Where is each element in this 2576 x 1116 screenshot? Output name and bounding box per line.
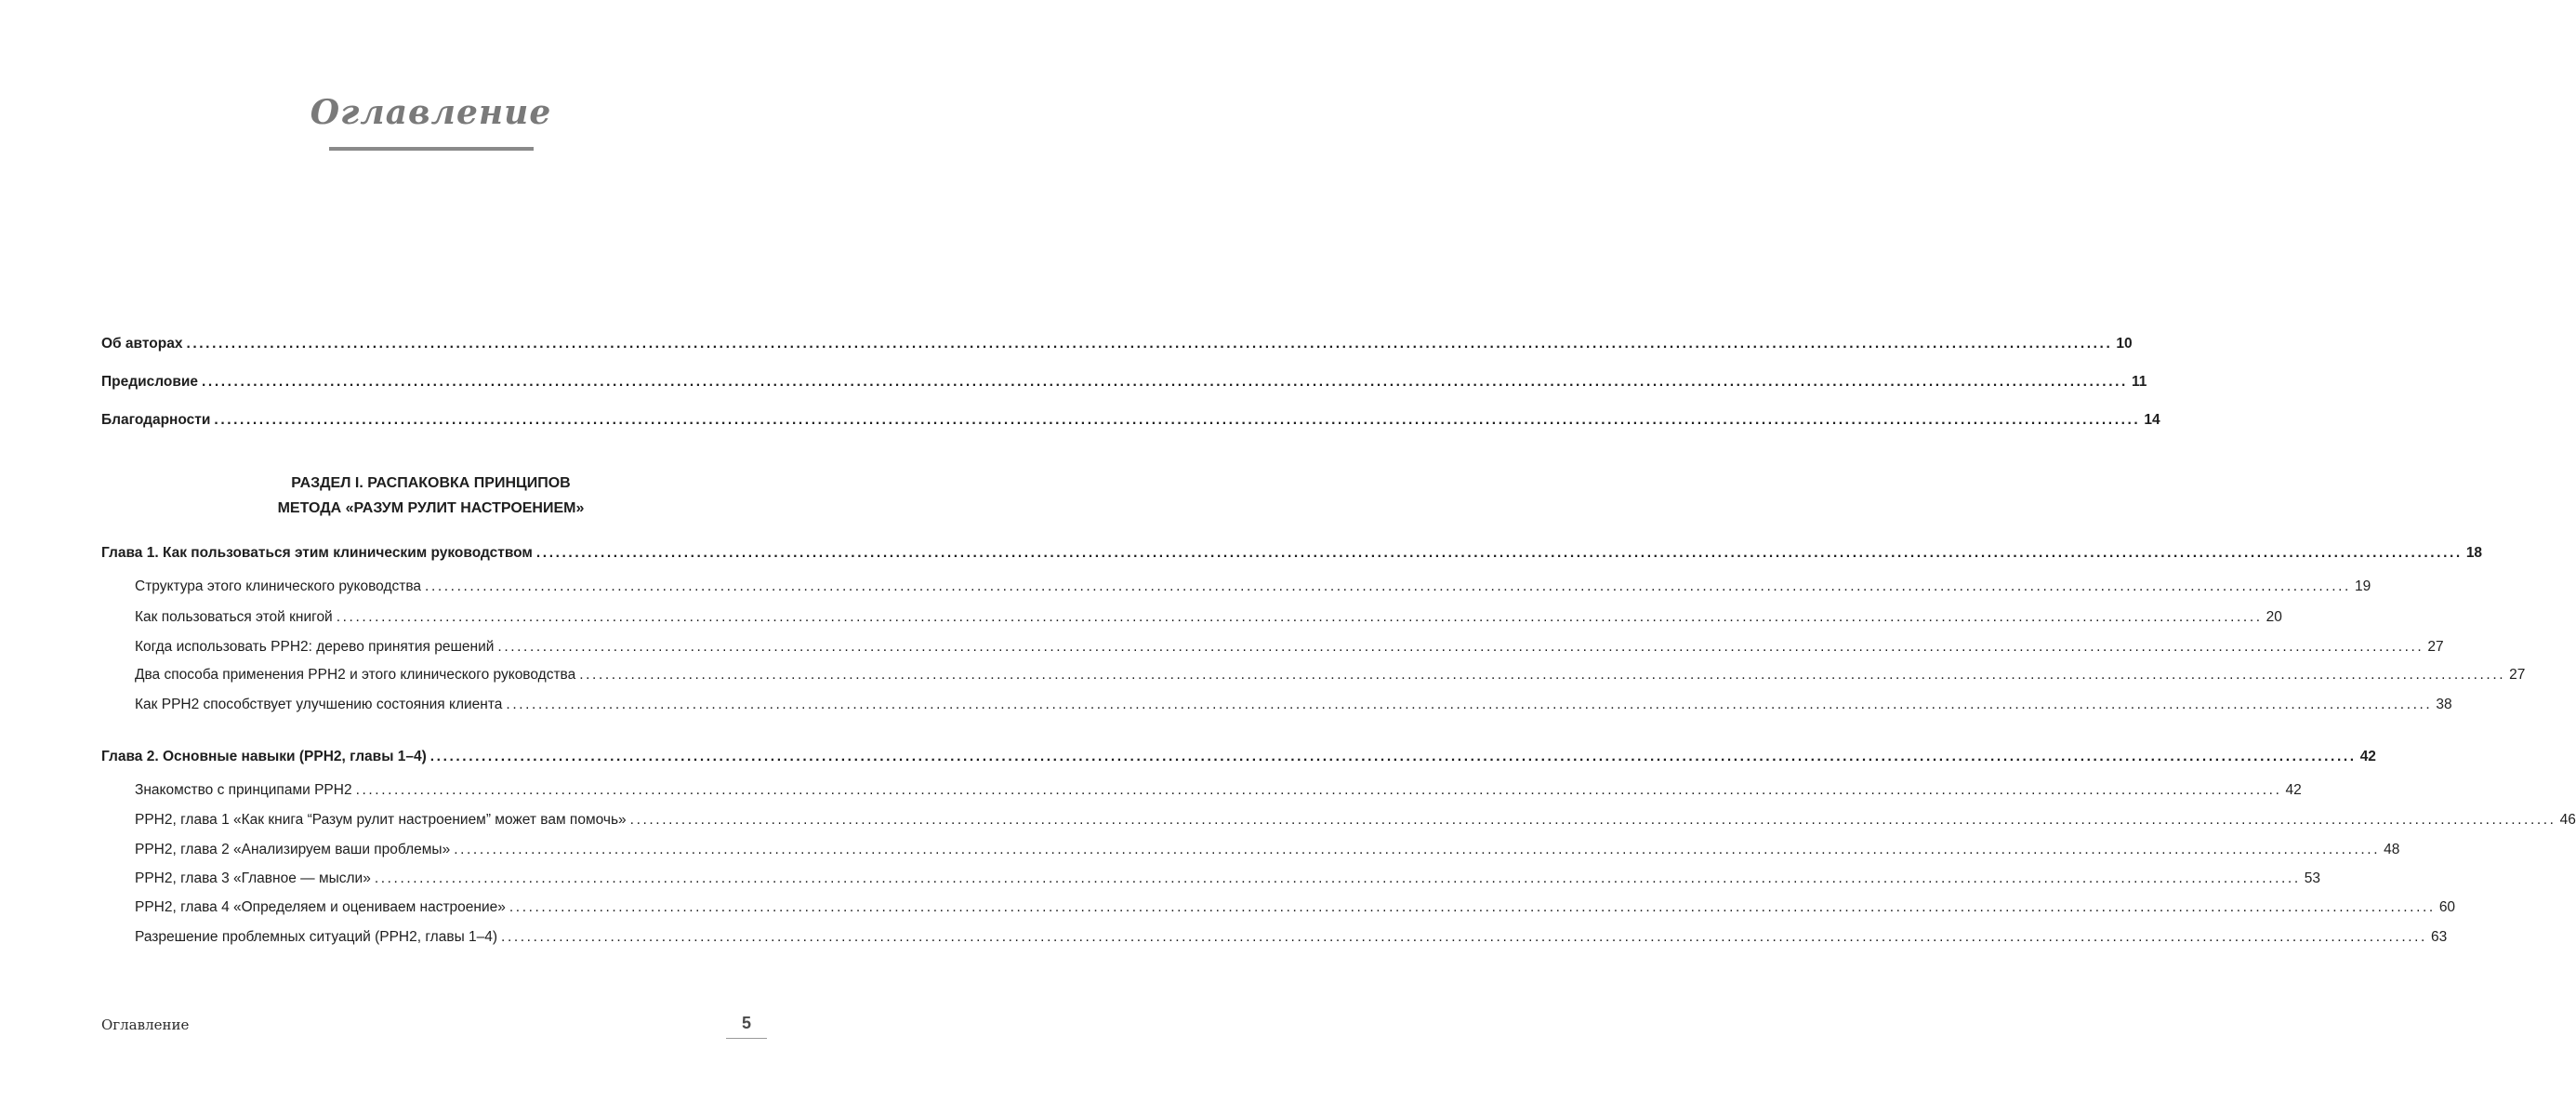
toc-subentry-label: РРН2, глава 3 «Главное — мысли» bbox=[135, 870, 371, 886]
page-number-rule bbox=[726, 1038, 767, 1039]
title-underline bbox=[329, 147, 534, 151]
toc-subentry[interactable] bbox=[135, 781, 2302, 800]
toc-chapter-label: Глава 1. Как пользоваться этим клиническим руководством bbox=[101, 545, 533, 561]
dot-leader: ............................................................................................................................................................................................................................................................................................................ bbox=[186, 336, 2113, 352]
toc-subentry-label: Знакомство с принципами РРН2 bbox=[135, 782, 352, 798]
dot-leader: ............................................................................................................................................................................................................................................................................................................ bbox=[202, 374, 2128, 390]
toc-entry-page: 10 bbox=[2116, 336, 2133, 352]
page-number: 5 bbox=[741, 1014, 751, 1032]
toc-subentry[interactable] bbox=[135, 811, 2576, 830]
section-heading bbox=[0, 471, 862, 521]
toc-subentry-label: РРН2, глава 2 «Анализируем ваши проблемы» bbox=[135, 842, 451, 857]
toc-subentry[interactable] bbox=[135, 638, 2444, 657]
toc-subentry-label: Как пользоваться этой книгой bbox=[135, 609, 333, 625]
toc-subentry-label: РРН2, глава 1 «Как книга “Разум рулит настроением” может вам помочь» bbox=[135, 812, 627, 828]
dot-leader: ............................................................................................................................................................................................................................................................................................................ bbox=[501, 929, 2427, 945]
toc-subentry-page: 63 bbox=[2430, 929, 2448, 945]
toc-subentry[interactable] bbox=[135, 841, 2400, 859]
dot-leader: ............................................................................................................................................................................................................................................................................................................ bbox=[509, 899, 2436, 915]
toc-chapter-page: 18 bbox=[2465, 545, 2483, 561]
toc-entry[interactable] bbox=[101, 411, 2160, 430]
toc-chapter[interactable] bbox=[101, 544, 2483, 563]
toc-subentry-label: Когда использовать РРН2: дерево принятия решений bbox=[135, 639, 495, 655]
toc-subentry-page: 19 bbox=[2354, 578, 2371, 594]
dot-leader: ............................................................................................................................................................................................................................................................................................................ bbox=[214, 412, 2141, 428]
toc-subentry[interactable] bbox=[135, 928, 2448, 947]
dot-leader: ............................................................................................................................................................................................................................................................................................................ bbox=[374, 870, 2301, 886]
toc-entry-label: Благодарности bbox=[101, 412, 211, 428]
toc-entry-page: 14 bbox=[2144, 412, 2160, 428]
dot-leader: ............................................................................................................................................................................................................................................................................................................ bbox=[497, 639, 2424, 655]
dot-leader: ............................................................................................................................................................................................................................................................................................................ bbox=[429, 749, 2357, 764]
toc-chapter-page: 42 bbox=[2359, 749, 2376, 764]
dot-leader: ............................................................................................................................................................................................................................................................................................................ bbox=[336, 609, 2263, 625]
section-heading-line2: МЕТОДА «РАЗУМ РУЛИТ НАСТРОЕНИЕМ» bbox=[277, 500, 585, 516]
toc-subentry-page: 42 bbox=[2285, 782, 2302, 798]
toc-subentry[interactable] bbox=[135, 578, 2371, 596]
toc-subentry[interactable] bbox=[135, 898, 2456, 917]
toc-subentry-page: 46 bbox=[2559, 812, 2576, 828]
toc-entry[interactable] bbox=[101, 373, 2147, 392]
toc-subentry-page: 27 bbox=[2509, 667, 2526, 683]
toc-subentry-page: 48 bbox=[2384, 842, 2400, 857]
toc-subentry-label: Два способа применения РРН2 и этого клинического руководства bbox=[135, 667, 576, 683]
toc-subentry-label: Структура этого клинического руководства bbox=[135, 578, 422, 594]
running-footer-title: Оглавление bbox=[101, 1016, 190, 1033]
dot-leader: ............................................................................................................................................................................................................................................................................................................ bbox=[535, 545, 2463, 561]
toc-entry-label: Об авторах bbox=[101, 336, 183, 352]
toc-subentry[interactable] bbox=[135, 608, 2282, 627]
toc-subentry[interactable] bbox=[135, 870, 2320, 888]
dot-leader: ............................................................................................................................................................................................................................................................................................................ bbox=[425, 578, 2351, 594]
dot-leader: ............................................................................................................................................................................................................................................................................................................ bbox=[579, 667, 2506, 683]
dot-leader: ............................................................................................................................................................................................................................................................................................................ bbox=[454, 842, 2381, 857]
toc-chapter[interactable] bbox=[101, 748, 2376, 766]
toc-subentry[interactable] bbox=[135, 666, 2526, 684]
toc-subentry-page: 38 bbox=[2436, 697, 2452, 712]
toc-chapter-label: Глава 2. Основные навыки (РРН2, главы 1–4) bbox=[101, 749, 427, 764]
dot-leader: ............................................................................................................................................................................................................................................................................................................ bbox=[506, 697, 2433, 712]
toc-entry-label: Предисловие bbox=[101, 374, 199, 390]
toc-subentry-label: РРН2, глава 4 «Определяем и оцениваем настроение» bbox=[135, 899, 506, 915]
toc-subentry-label: Разрешение проблемных ситуаций (РРН2, главы 1–4) bbox=[135, 929, 498, 945]
toc-subentry-page: 53 bbox=[2304, 870, 2320, 886]
toc-subentry[interactable] bbox=[135, 696, 2452, 714]
toc-subentry-page: 27 bbox=[2427, 639, 2444, 655]
page-title: Оглавление bbox=[310, 93, 552, 132]
toc-subentry-page: 20 bbox=[2266, 609, 2282, 625]
toc-subentry-page: 60 bbox=[2438, 899, 2456, 915]
toc-entry[interactable] bbox=[101, 335, 2133, 353]
dot-leader: ............................................................................................................................................................................................................................................................................................................ bbox=[355, 782, 2282, 798]
section-heading-line1: РАЗДЕЛ I. РАСПАКОВКА ПРИНЦИПОВ bbox=[291, 475, 571, 491]
toc-entry-page: 11 bbox=[2131, 374, 2147, 390]
dot-leader: ............................................................................................................................................................................................................................................................................................................ bbox=[629, 812, 2556, 828]
toc-subentry-label: Как РРН2 способствует улучшению состояния клиента bbox=[135, 697, 503, 712]
